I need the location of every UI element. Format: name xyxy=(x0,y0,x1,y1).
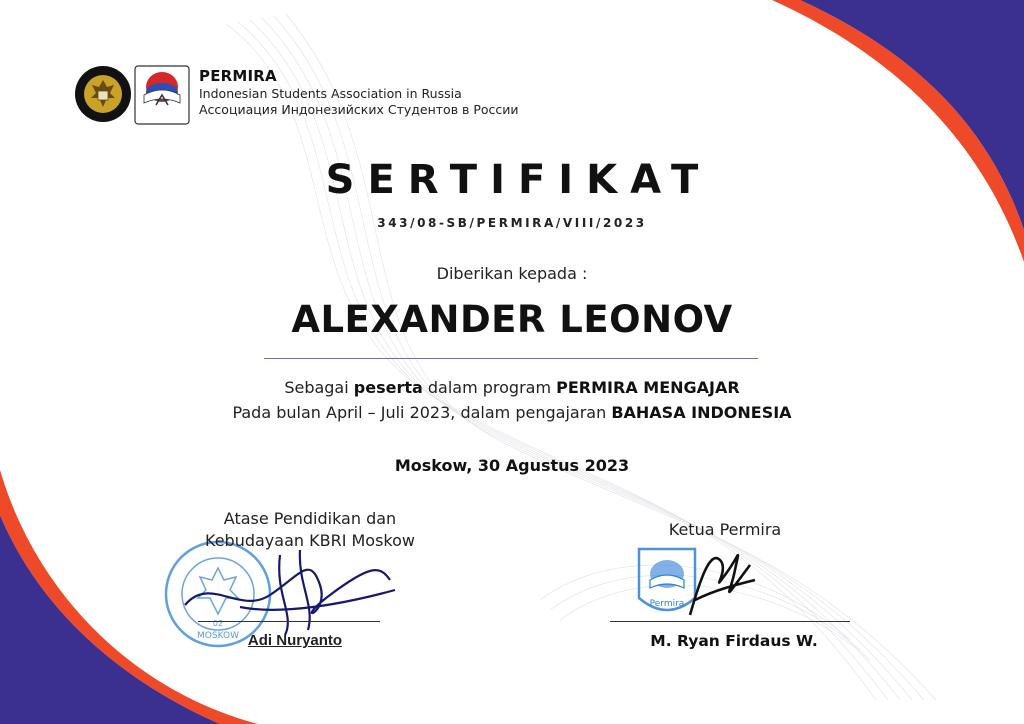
right-signatory-name: M. Ryan Firdaus W. xyxy=(650,632,818,650)
participation-role: peserta xyxy=(353,378,423,397)
organization-name-russian: Ассоциация Индонезийских Студентов в России xyxy=(199,102,519,117)
permira-stamp-text: Permira xyxy=(649,599,685,609)
right-signature-line xyxy=(610,621,850,622)
left-handwritten-signature xyxy=(180,535,400,645)
subject-name: BAHASA INDONESIA xyxy=(611,403,792,422)
left-title-line-2: Kebudayaan KBRI Moskow xyxy=(205,531,415,550)
period-text: Pada bulan April – Juli 2023, dalam pengajaran xyxy=(232,403,612,422)
place-and-date: Moskow, 30 Agustus 2023 xyxy=(394,456,630,475)
organization-name: PERMIRA xyxy=(199,67,277,85)
name-underline-divider xyxy=(264,358,758,359)
left-signature-line xyxy=(198,621,380,622)
stamp-number: 02 xyxy=(212,619,224,628)
right-signatory-title: Ketua Permira xyxy=(668,520,782,539)
certificate-title: SERTIFIKAT xyxy=(325,157,712,203)
period-line xyxy=(0,403,1024,422)
right-handwritten-signature xyxy=(680,540,760,620)
left-title-line-1: Atase Pendidikan dan xyxy=(223,509,397,528)
program-name: PERMIRA MENGAJAR xyxy=(556,378,740,397)
left-signatory-name: Adi Nuryanto xyxy=(247,632,343,649)
participation-line xyxy=(0,378,1024,397)
participation-text-2: dalam program xyxy=(422,378,557,397)
organization-header xyxy=(74,63,534,127)
recipient-name: ALEXANDER LEONOV xyxy=(291,298,733,341)
certificate-number: 343/08-SB/PERMIRA/VIII/2023 xyxy=(377,216,647,230)
organization-name-english: Indonesian Students Association in Russia xyxy=(199,86,462,101)
kbri-emblem-logo xyxy=(74,65,132,123)
permira-logo xyxy=(134,65,190,125)
stamp-city: MOSKOW xyxy=(197,631,239,641)
given-to-label: Diberikan kepada : xyxy=(436,264,588,283)
participation-text-1: Sebagai xyxy=(284,378,354,397)
